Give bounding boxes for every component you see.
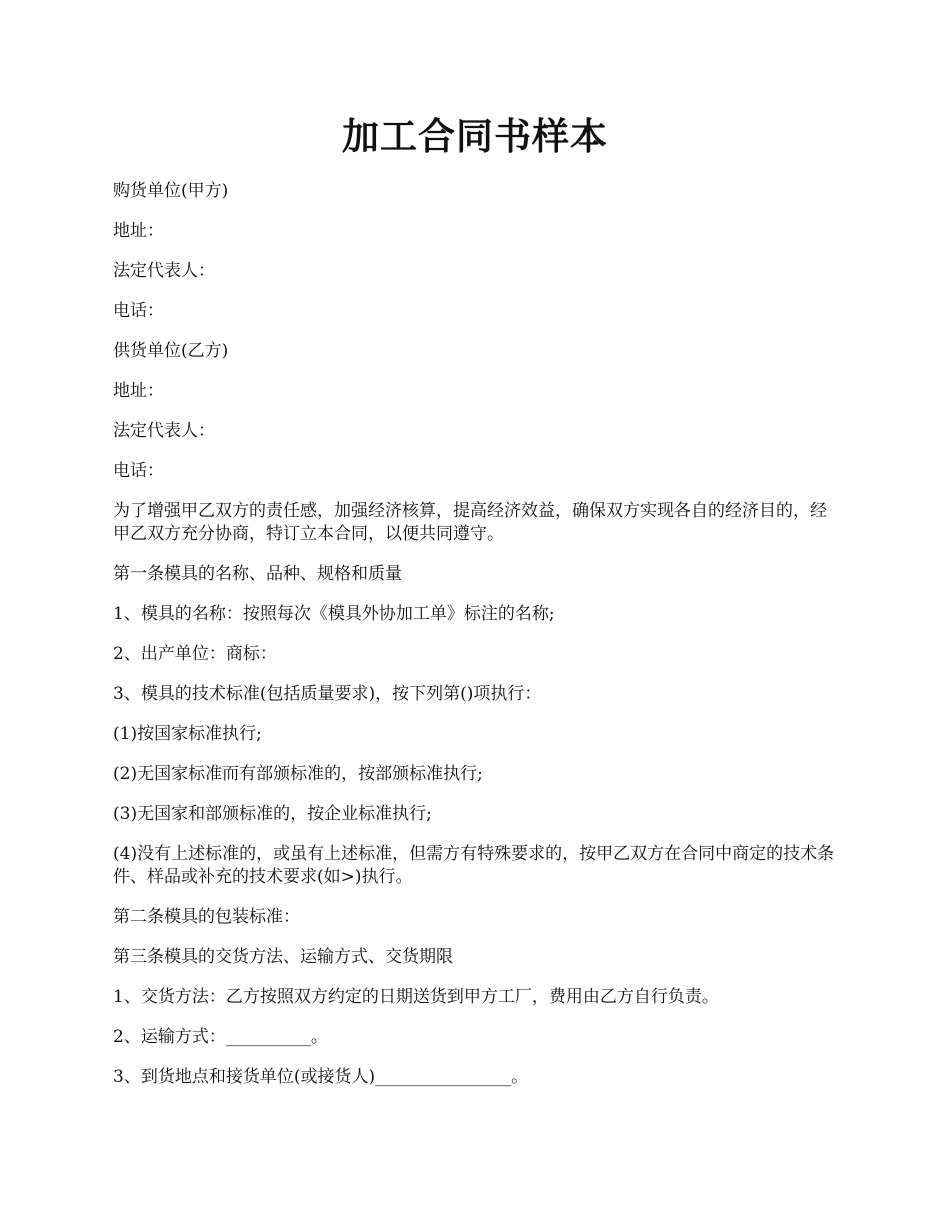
article-3-item-3: 3、到货地点和接货单位(或接货人)________________。 (113, 1067, 529, 1087)
standard-option-1: (1)按国家标准执行; (113, 724, 262, 744)
article-3-item-2: 2、运输方式：__________。 (113, 1027, 328, 1047)
party-a-representative: 法定代表人： (113, 261, 215, 281)
party-a-address: 地址： (113, 221, 164, 241)
article-3-item-1: 1、交货方法：乙方按照双方约定的日期送货到甲方工厂，费用由乙方自行负责。 (113, 987, 719, 1007)
article-1-item-1: 1、模具的名称：按照每次《模具外协加工单》标注的名称; (113, 604, 555, 624)
article-1-item-3: 3、模具的技术标准(包括质量要求)，按下列第()项执行： (113, 684, 542, 704)
standard-option-3: (3)无国家和部颁标准的，按企业标准执行; (113, 804, 432, 824)
article-1-item-2: 2、出产单位：商标： (113, 644, 277, 664)
preamble-paragraph: 为了增强甲乙双方的责任感，加强经济核算，提高经济效益，确保双方实现各自的经济目的，经甲乙双方充分协商，特订立本合同，以便共同遵守。 (113, 501, 827, 544)
party-a-phone: 电话： (113, 301, 164, 321)
article-2-heading: 第二条模具的包装标准： (113, 907, 300, 927)
document-body (113, 180, 843, 1106)
standard-option-4: (4)没有上述标准的，或虽有上述标准，但需方有特殊要求的，按甲乙双方在合同中商定的技术条件、样品或补充的技术要求(如>)执行。 (113, 844, 835, 887)
standard-option-2: (2)无国家标准而有部颁标准的，按部颁标准执行; (113, 764, 483, 784)
document-title: 加工合同书样本 (342, 114, 608, 158)
party-a-label: 购货单位(甲方) (113, 181, 229, 201)
article-1-heading: 第一条模具的名称、品种、规格和质量 (113, 564, 402, 584)
party-b-representative: 法定代表人： (113, 421, 215, 441)
party-b-label: 供货单位(乙方) (113, 341, 229, 361)
article-3-heading: 第三条模具的交货方法、运输方式、交货期限 (113, 947, 453, 967)
party-b-address: 地址： (113, 381, 164, 401)
party-b-phone: 电话： (113, 461, 164, 481)
